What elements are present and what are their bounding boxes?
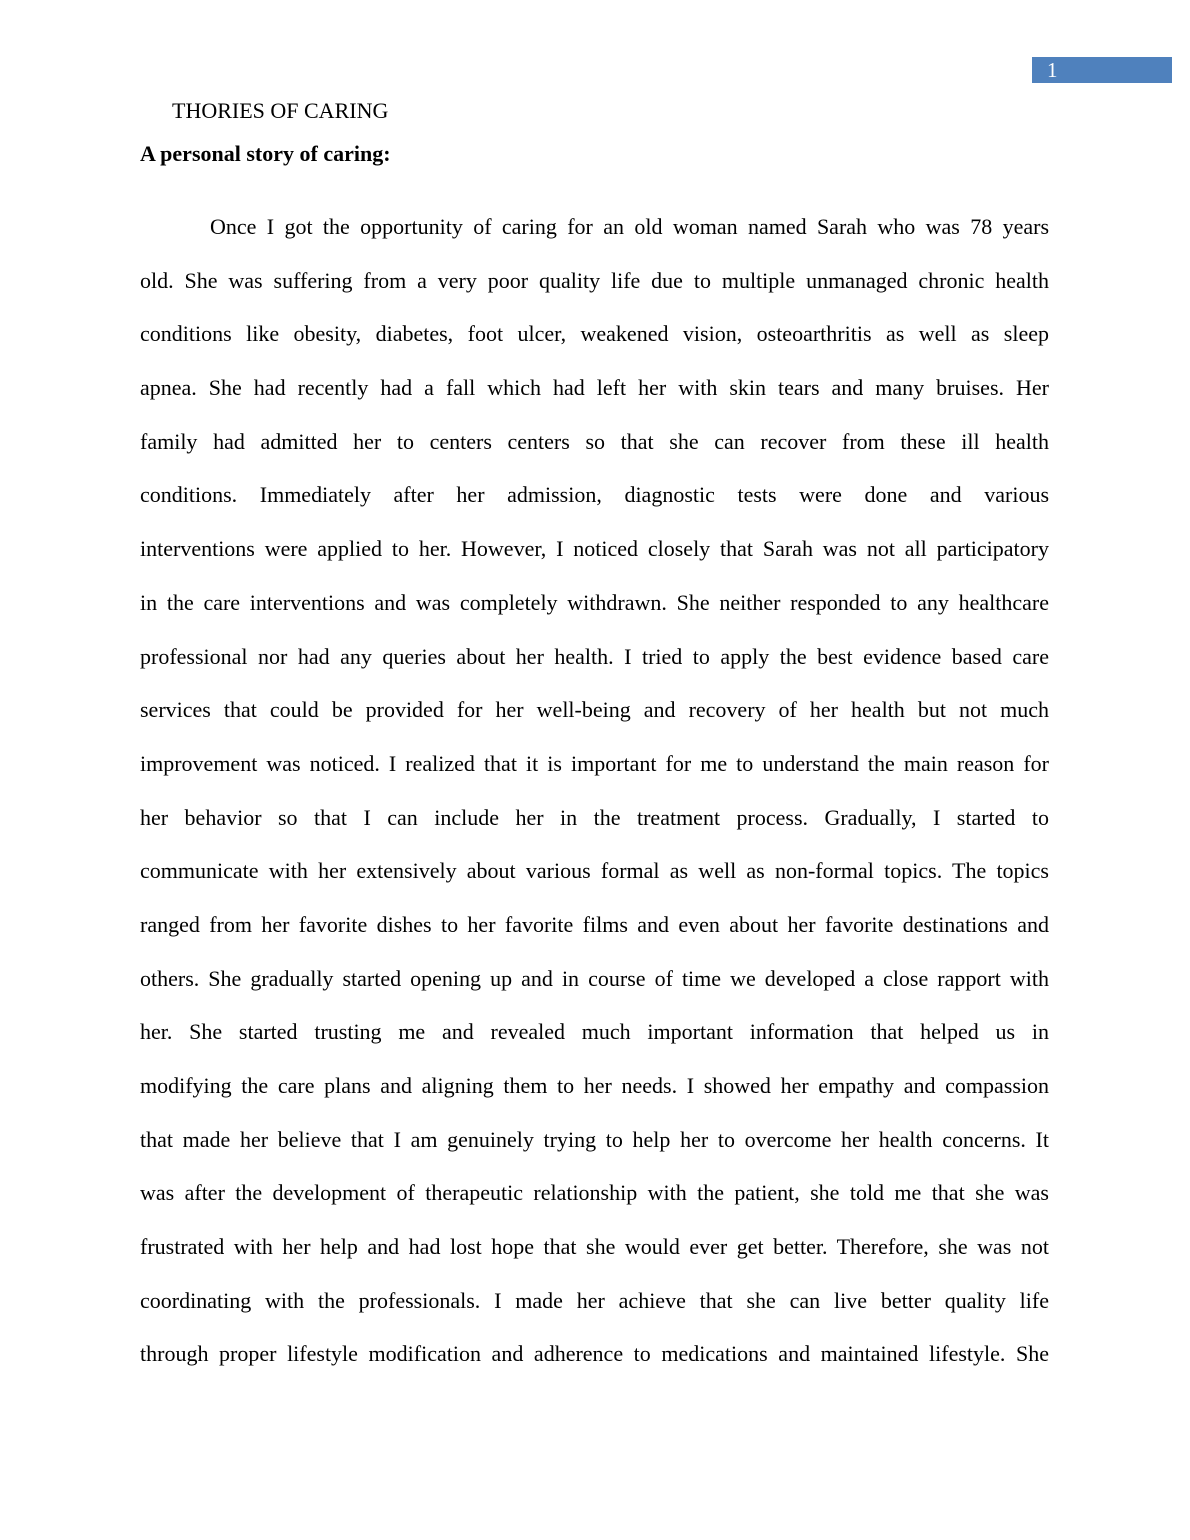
paragraph-line: services that could be provided for her well-being and recovery of her health but not much — [140, 697, 1049, 723]
paragraph-line: interventions were applied to her. However, I noticed closely that Sarah was not all participatory — [140, 536, 1049, 562]
paragraph-line: improvement was noticed. I realized that it is important for me to understand the main reason for — [140, 750, 1049, 776]
paragraph-line: her. She started trusting me and revealed much important information that helped us in — [140, 1019, 1049, 1045]
paragraph-line: modifying the care plans and aligning them to her needs. I showed her empathy and compassion — [140, 1073, 1049, 1098]
paragraph-line: coordinating with the professionals. I made her achieve that she can live better quality life — [140, 1287, 1049, 1313]
paragraph-line: ranged from her favorite dishes to her favorite films and even about her favorite destinations and — [140, 911, 1049, 937]
page-number: 1 — [1047, 58, 1058, 82]
paragraph-line: was after the development of therapeutic relationship with the patient, she told me that she was — [140, 1180, 1049, 1206]
paragraph-line: Once I got the opportunity of caring for an old woman named Sarah who was 78 years — [210, 214, 1049, 239]
page-number-box — [1032, 57, 1172, 83]
paragraph-line: professional nor had any queries about her health. I tried to apply the best evidence based care — [140, 643, 1049, 669]
paragraph-line: her behavior so that I can include her in the treatment process. Gradually, I started to — [140, 804, 1049, 830]
running-head: THORIES OF CARING — [172, 98, 389, 123]
paragraph-line: conditions like obesity, diabetes, foot ulcer, weakened vision, osteoarthritis as well as sleep — [140, 321, 1049, 347]
paragraph-line: that made her believe that I am genuinely trying to help her to overcome her health concerns. It — [140, 1126, 1049, 1152]
paragraph-line: conditions. Immediately after her admission, diagnostic tests were done and various — [140, 482, 1049, 508]
paragraph-line: family had admitted her to centers centers so that she can recover from these ill health — [140, 428, 1049, 454]
paragraph-line: old. She was suffering from a very poor quality life due to multiple unmanaged chronic health — [140, 267, 1049, 293]
paragraph-line: in the care interventions and was completely withdrawn. She neither responded to any healthcare — [140, 589, 1049, 615]
paragraph-line: through proper lifestyle modification and adherence to medications and maintained lifestyle. She — [140, 1341, 1049, 1367]
section-heading: A personal story of caring: — [140, 141, 391, 166]
body-paragraph — [140, 212, 1049, 1393]
paragraph-line: frustrated with her help and had lost hope that she would ever get better. Therefore, she was not — [140, 1234, 1049, 1260]
paragraph-line: apnea. She had recently had a fall which had left her with skin tears and many bruises. Her — [140, 375, 1049, 401]
paragraph-line: others. She gradually started opening up and in course of time we developed a close rapport with — [140, 965, 1049, 991]
paragraph-line: communicate with her extensively about various formal as well as non-formal topics. The topics — [140, 858, 1049, 884]
